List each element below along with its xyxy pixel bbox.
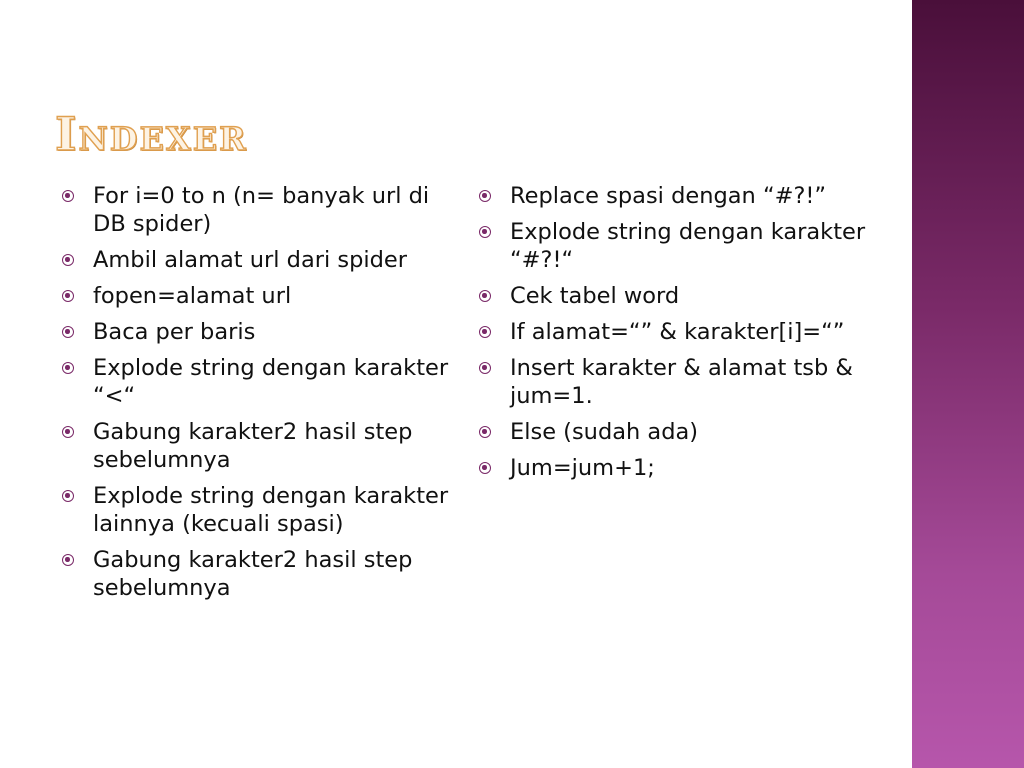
bullet-text: If alamat=“” & karakter[i]=“” <box>510 319 845 345</box>
bullet-item <box>62 182 452 238</box>
circle-dot-icon <box>62 426 74 438</box>
circle-dot-icon <box>62 490 74 502</box>
bullet-item <box>479 318 869 346</box>
bullet-item <box>62 318 452 346</box>
circle-dot-icon <box>479 190 491 202</box>
circle-dot-icon <box>479 362 491 374</box>
circle-dot-icon <box>62 326 74 338</box>
circle-dot-icon <box>62 190 74 202</box>
bullet-item <box>479 418 869 446</box>
circle-dot-icon <box>62 362 74 374</box>
circle-dot-icon <box>62 290 74 302</box>
bullet-text: Explode string dengan karakter “#?!“ <box>510 219 866 273</box>
bullet-text: For i=0 to n (n= banyak url di DB spider) <box>93 183 430 237</box>
bullet-item <box>479 354 869 410</box>
bullet-item <box>479 282 869 310</box>
bullet-item <box>62 354 452 410</box>
decorative-side-band <box>912 0 1024 768</box>
circle-dot-icon <box>62 554 74 566</box>
bullet-item <box>479 218 869 274</box>
circle-dot-icon <box>479 462 491 474</box>
slide-title: Indexer <box>55 107 248 161</box>
bullet-item <box>62 482 452 538</box>
bullet-text: Cek tabel word <box>510 283 680 309</box>
right-bullet-list <box>479 182 869 490</box>
circle-dot-icon <box>62 254 74 266</box>
bullet-text: Explode string dengan karakter “<“ <box>93 355 449 409</box>
left-bullet-list <box>62 182 452 610</box>
circle-dot-icon <box>479 326 491 338</box>
bullet-item <box>62 246 452 274</box>
bullet-text: Gabung karakter2 hasil step sebelumnya <box>93 547 413 601</box>
bullet-item <box>62 546 452 602</box>
bullet-text: Jum=jum+1; <box>510 455 655 481</box>
circle-dot-icon <box>479 426 491 438</box>
bullet-text: Gabung karakter2 hasil step sebelumnya <box>93 419 413 473</box>
bullet-text: Ambil alamat url dari spider <box>93 247 408 273</box>
bullet-text: Baca per baris <box>93 319 256 345</box>
circle-dot-icon <box>479 290 491 302</box>
bullet-text: fopen=alamat url <box>93 283 292 309</box>
circle-dot-icon <box>479 226 491 238</box>
bullet-text: Else (sudah ada) <box>510 419 699 445</box>
bullet-item <box>479 454 869 482</box>
bullet-item <box>62 418 452 474</box>
bullet-text: Explode string dengan karakter lainnya (kecuali spasi) <box>93 483 449 537</box>
bullet-item <box>479 182 869 210</box>
bullet-item <box>62 282 452 310</box>
bullet-text: Insert karakter & alamat tsb & jum=1. <box>510 355 853 409</box>
bullet-text: Replace spasi dengan “#?!” <box>510 183 827 209</box>
